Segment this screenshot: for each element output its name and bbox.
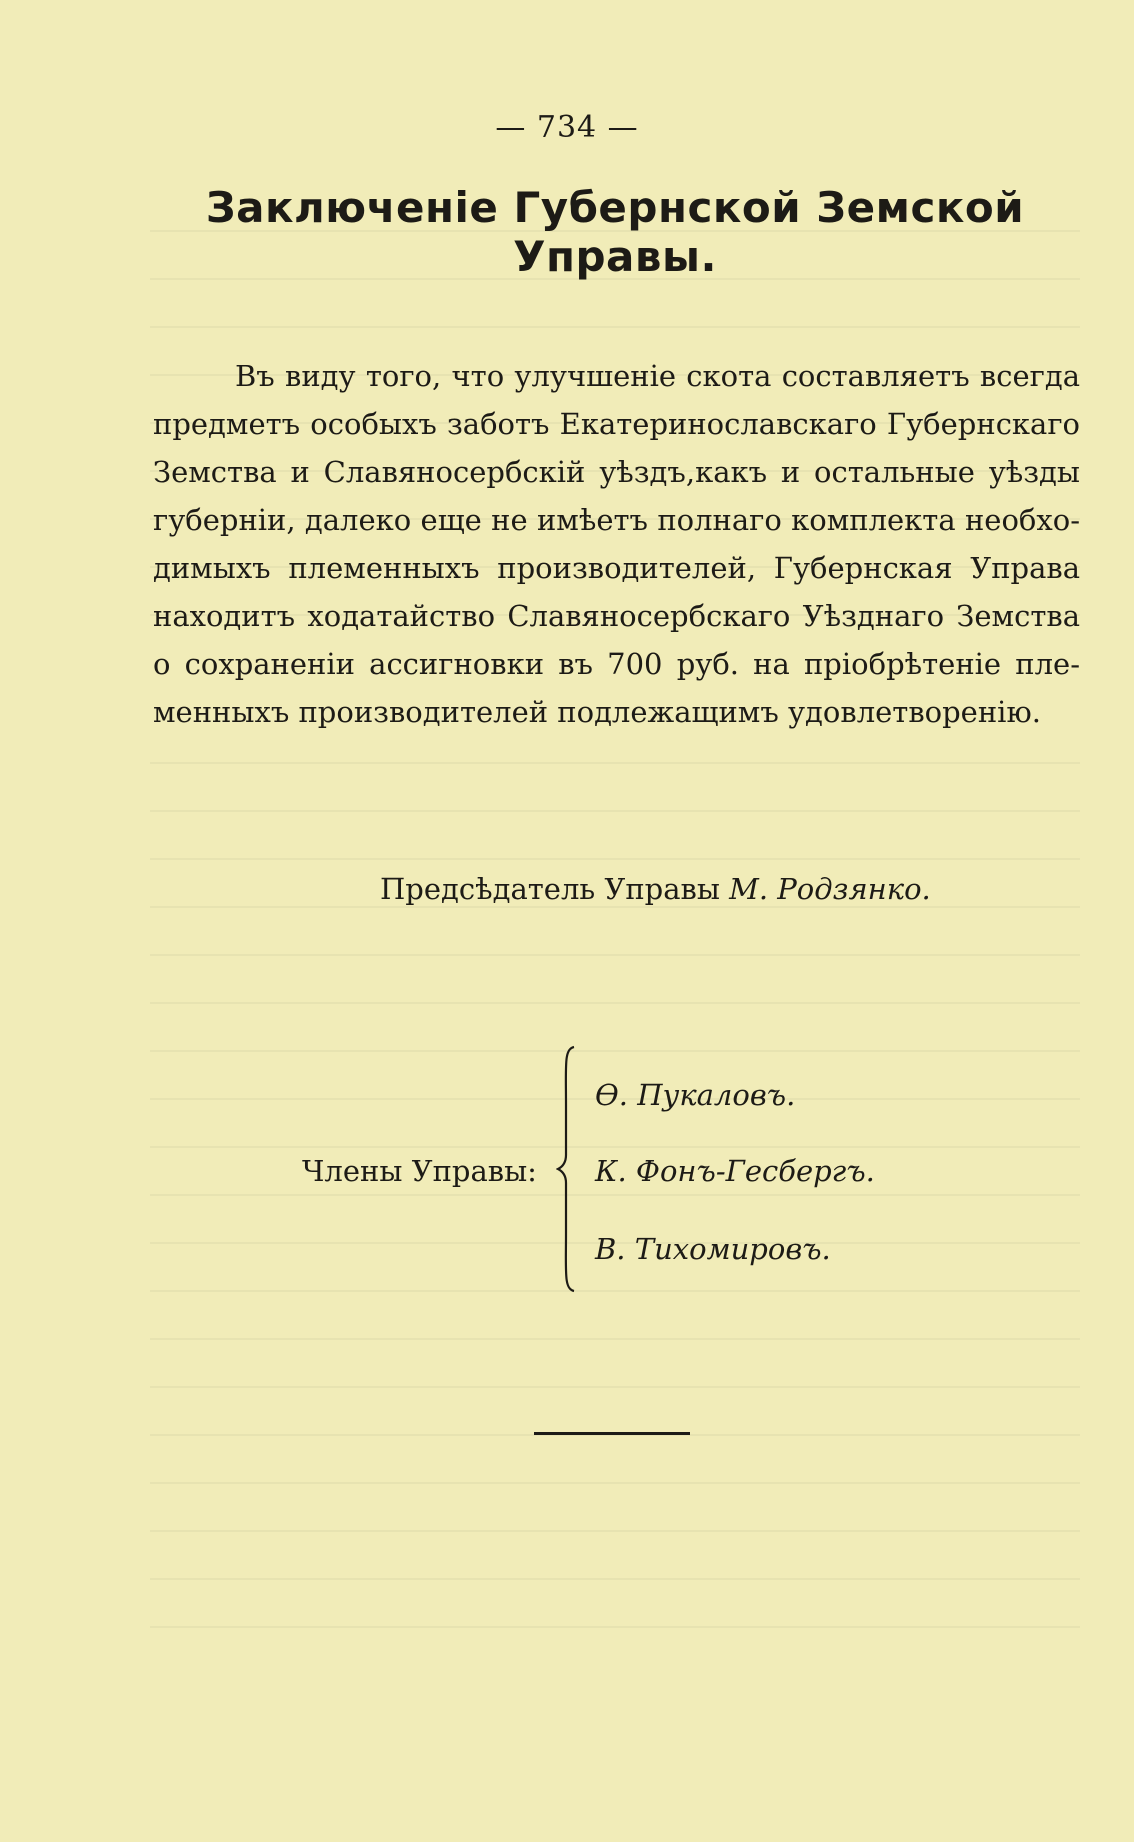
chairman-label: Предсѣдатель Управы [380,872,720,906]
curly-brace-icon [556,1045,578,1293]
page-number: — 734 — [495,110,639,145]
members-label: Члены Управы: [302,1154,537,1188]
member-name: В. Тихомировъ. [595,1232,831,1266]
body-paragraph: Въ виду того, что улучшенiе скота составляетъ всегда предметъ особыхъ заботъ Екатеринославскаго Губернскаго Земства и Славяносербскiй уѣздъ,какъ и остальные уѣзды губернiи, далеко еще не имѣетъ полнаго комплекта необходимыхъ племенныхъ производителей, Губернская Управа находитъ ходатайство Славяносербскаго Уѣзднаго Земства о сохраненiи ассигновки въ 700 руб. на прiобрѣтенiе племенныхъ производителей подлежащимъ удовлетворенiю. [153,359,1080,729]
chairman-signature-line [380,872,1080,906]
chairman-name: М. Родзянко. [729,872,931,906]
member-name: К. Фонъ-Гесбергъ. [595,1154,875,1188]
member-name: Ѳ. Пукаловъ. [595,1078,796,1112]
section-divider [534,1432,690,1435]
page-heading: Заключенiе Губернской Земской Управы. [205,183,1025,281]
